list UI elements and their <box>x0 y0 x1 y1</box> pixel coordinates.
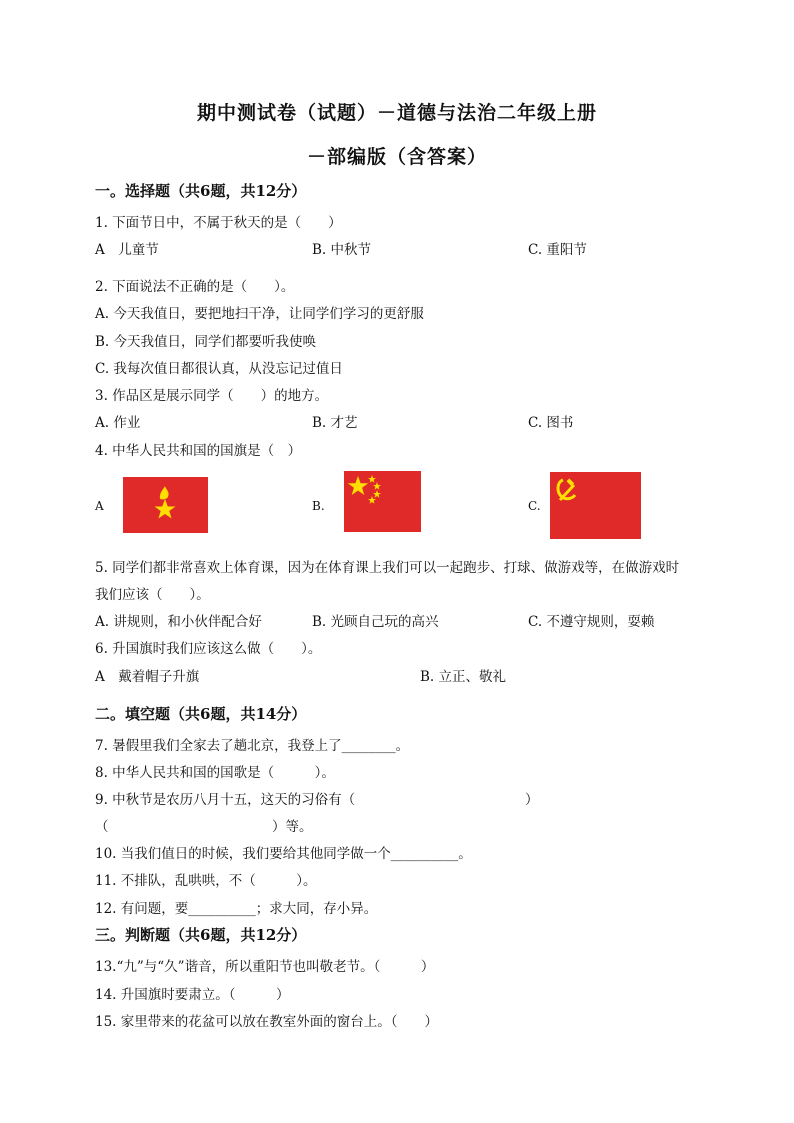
question-2-option-b: B. 今天我值日，同学们都要听我使唤 <box>95 334 317 350</box>
question-12: 12. 有问题，要__________；求大同，存小异。 <box>95 901 378 917</box>
question-3-option-b: B. 才艺 <box>312 415 358 431</box>
question-3-option-a: A. 作业 <box>95 415 141 431</box>
question-4-label-a: A <box>95 499 104 513</box>
question-13: 13.“九”与“久”谐音，所以重阳节也叫敬老节。（ ） <box>95 959 435 975</box>
question-5-option-b: B. 光顾自己玩的高兴 <box>312 614 439 630</box>
question-6-stem: 6. 升国旗时我们应该这么做（ ）。 <box>95 641 322 657</box>
question-4-label-c: C. <box>528 499 541 513</box>
question-1-option-c: C. 重阳节 <box>528 242 587 258</box>
question-14: 14. 升国旗时要肃立。（ ） <box>95 987 290 1003</box>
section-heading-choice: 一。选择题（共6题，共12分） <box>95 182 307 200</box>
question-9-part-2: ） <box>525 792 539 808</box>
question-1-option-b: B. 中秋节 <box>312 242 372 258</box>
page-title: 期中测试卷（试题）－道德与法治二年级上册 <box>196 102 597 124</box>
question-15: 15. 家里带来的花盆可以放在教室外面的窗台上。（ ） <box>95 1014 439 1030</box>
question-1-stem: 1. 下面节日中，不属于秋天的是（ ） <box>95 215 342 231</box>
section-heading-judge: 三。判断题（共6题，共12分） <box>95 926 307 944</box>
question-8: 8. 中华人民共和国的国歌是（ ）。 <box>95 765 335 781</box>
question-7: 7. 暑假里我们全家去了趟北京，我登上了________。 <box>95 738 410 754</box>
question-5-option-c: C. 不遵守规则，耍赖 <box>528 614 655 630</box>
question-10: 10. 当我们值日的时候，我们要给其他同学做一个__________。 <box>95 846 472 862</box>
question-4-label-b: B. <box>312 499 325 513</box>
question-9-part-3: （ <box>95 819 109 835</box>
party-flag-icon <box>550 472 641 539</box>
question-3-option-c: C. 图书 <box>528 415 574 431</box>
question-4-stem: 4. 中华人民共和国的国旗是（ ） <box>95 443 302 459</box>
question-2-option-c: C. 我每次值日都很认真，从没忘记过值日 <box>95 361 343 377</box>
question-1-option-a: A 儿童节 <box>95 242 159 258</box>
national-flag-icon <box>344 471 421 532</box>
question-9-part-1: 9. 中秋节是农历八月十五，这天的习俗有（ <box>95 792 356 808</box>
question-6-option-a: A 戴着帽子升旗 <box>95 669 200 685</box>
question-11: 11. 不排队，乱哄哄，不（ ）。 <box>95 873 317 889</box>
question-5-option-a: A. 讲规则，和小伙伴配合好 <box>95 614 262 630</box>
pioneers-flag-icon <box>123 477 208 533</box>
question-3-stem: 3. 作品区是展示同学（ ）的地方。 <box>95 388 329 404</box>
question-6-option-b: B. 立正、敬礼 <box>420 669 507 685</box>
question-5-stem-line-1: 5. 同学们都非常喜欢上体育课，因为在体育课上我们可以一起跑步、打球、做游戏等，在做游戏时 <box>95 560 680 576</box>
question-9-part-4: ）等。 <box>272 819 313 835</box>
question-2-option-a: A. 今天我值日，要把地扫干净，让同学们学习的更舒服 <box>95 306 424 322</box>
question-2-stem: 2. 下面说法不正确的是（ ）。 <box>95 279 295 295</box>
question-5-stem-line-2: 我们应该（ ）。 <box>95 587 210 603</box>
section-heading-fill: 二。填空题（共6题，共14分） <box>95 705 307 723</box>
page-subtitle: －部编版（含答案） <box>306 146 487 168</box>
